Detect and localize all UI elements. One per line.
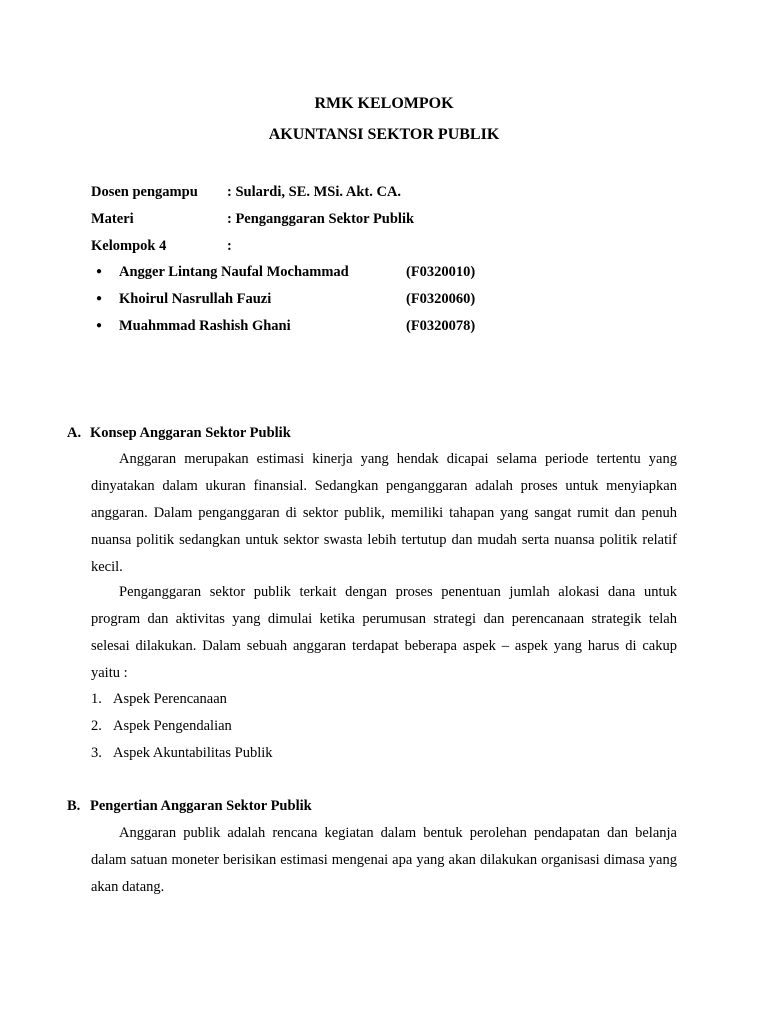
section-heading-b bbox=[67, 797, 312, 815]
section-heading-a bbox=[67, 424, 291, 442]
member-nim: (F0320078) bbox=[406, 318, 476, 334]
materi-label: Materi bbox=[91, 211, 134, 227]
bullet-icon: ● bbox=[96, 266, 103, 277]
paragraph: Anggaran publik adalah rencana kegiatan dalam bentuk perolehan pendapatan dan belanja dalam satuan moneter berisikan estimasi mengenai apa yang akan dilakukan organisasi dimasa yang akan datang. bbox=[91, 825, 677, 895]
dosen-label: Dosen pengampu bbox=[91, 184, 198, 200]
member-name: Angger Lintang Naufal Mochammad bbox=[119, 264, 349, 280]
list-text: Aspek Pengendalian bbox=[113, 718, 232, 734]
member-name: Muahmmad Rashish Ghani bbox=[119, 318, 291, 334]
paragraph: Anggaran merupakan estimasi kinerja yang hendak dicapai selama periode tertentu yang dinyatakan dalam ukuran finansial. Sedangkan penganggaran adalah proses untuk menyiapkan anggaran. Dalam penganggaran di sektor publik, memiliki tahapan yang sangat rumit dan penuh nuansa politik sedangkan untuk sektor swasta lebih tertutup dan mudah serta nuansa politik relatif kecil. bbox=[91, 451, 677, 575]
list-text: Aspek Akuntabilitas Publik bbox=[113, 745, 273, 761]
list-item bbox=[91, 717, 232, 735]
bullet-icon: ● bbox=[96, 320, 103, 331]
list-number: 1. bbox=[91, 691, 102, 707]
list-text: Aspek Perencanaan bbox=[113, 691, 227, 707]
list-number: 2. bbox=[91, 718, 102, 734]
member-nim: (F0320060) bbox=[406, 291, 476, 307]
document-subtitle: AKUNTANSI SEKTOR PUBLIK bbox=[268, 126, 500, 143]
member-nim: (F0320010) bbox=[406, 264, 476, 280]
document-title: RMK KELOMPOK bbox=[314, 95, 454, 112]
list-item bbox=[91, 744, 273, 762]
member-name: Khoirul Nasrullah Fauzi bbox=[119, 291, 272, 307]
materi-value: : Penganggaran Sektor Publik bbox=[227, 211, 415, 227]
kelompok-label: Kelompok 4 bbox=[91, 238, 167, 254]
paragraph: Penganggaran sektor publik terkait dengan proses penentuan jumlah alokasi dana untuk program dan aktivitas yang dimulai ketika perumusan strategi dan perencanaan strategik telah selesai dilakukan. Dalam sebuah anggaran terdapat beberapa aspek – aspek yang harus di cakup yaitu : bbox=[91, 584, 677, 681]
kelompok-value: : bbox=[227, 238, 232, 254]
section-letter: B. bbox=[67, 798, 81, 814]
section-letter: A. bbox=[67, 425, 82, 441]
section-title: Konsep Anggaran Sektor Publik bbox=[90, 425, 291, 441]
dosen-value: : Sulardi, SE. MSi. Akt. CA. bbox=[227, 184, 402, 200]
list-item bbox=[91, 690, 227, 708]
bullet-icon: ● bbox=[96, 293, 103, 304]
section-title: Pengertian Anggaran Sektor Publik bbox=[90, 798, 312, 814]
list-number: 3. bbox=[91, 745, 102, 761]
